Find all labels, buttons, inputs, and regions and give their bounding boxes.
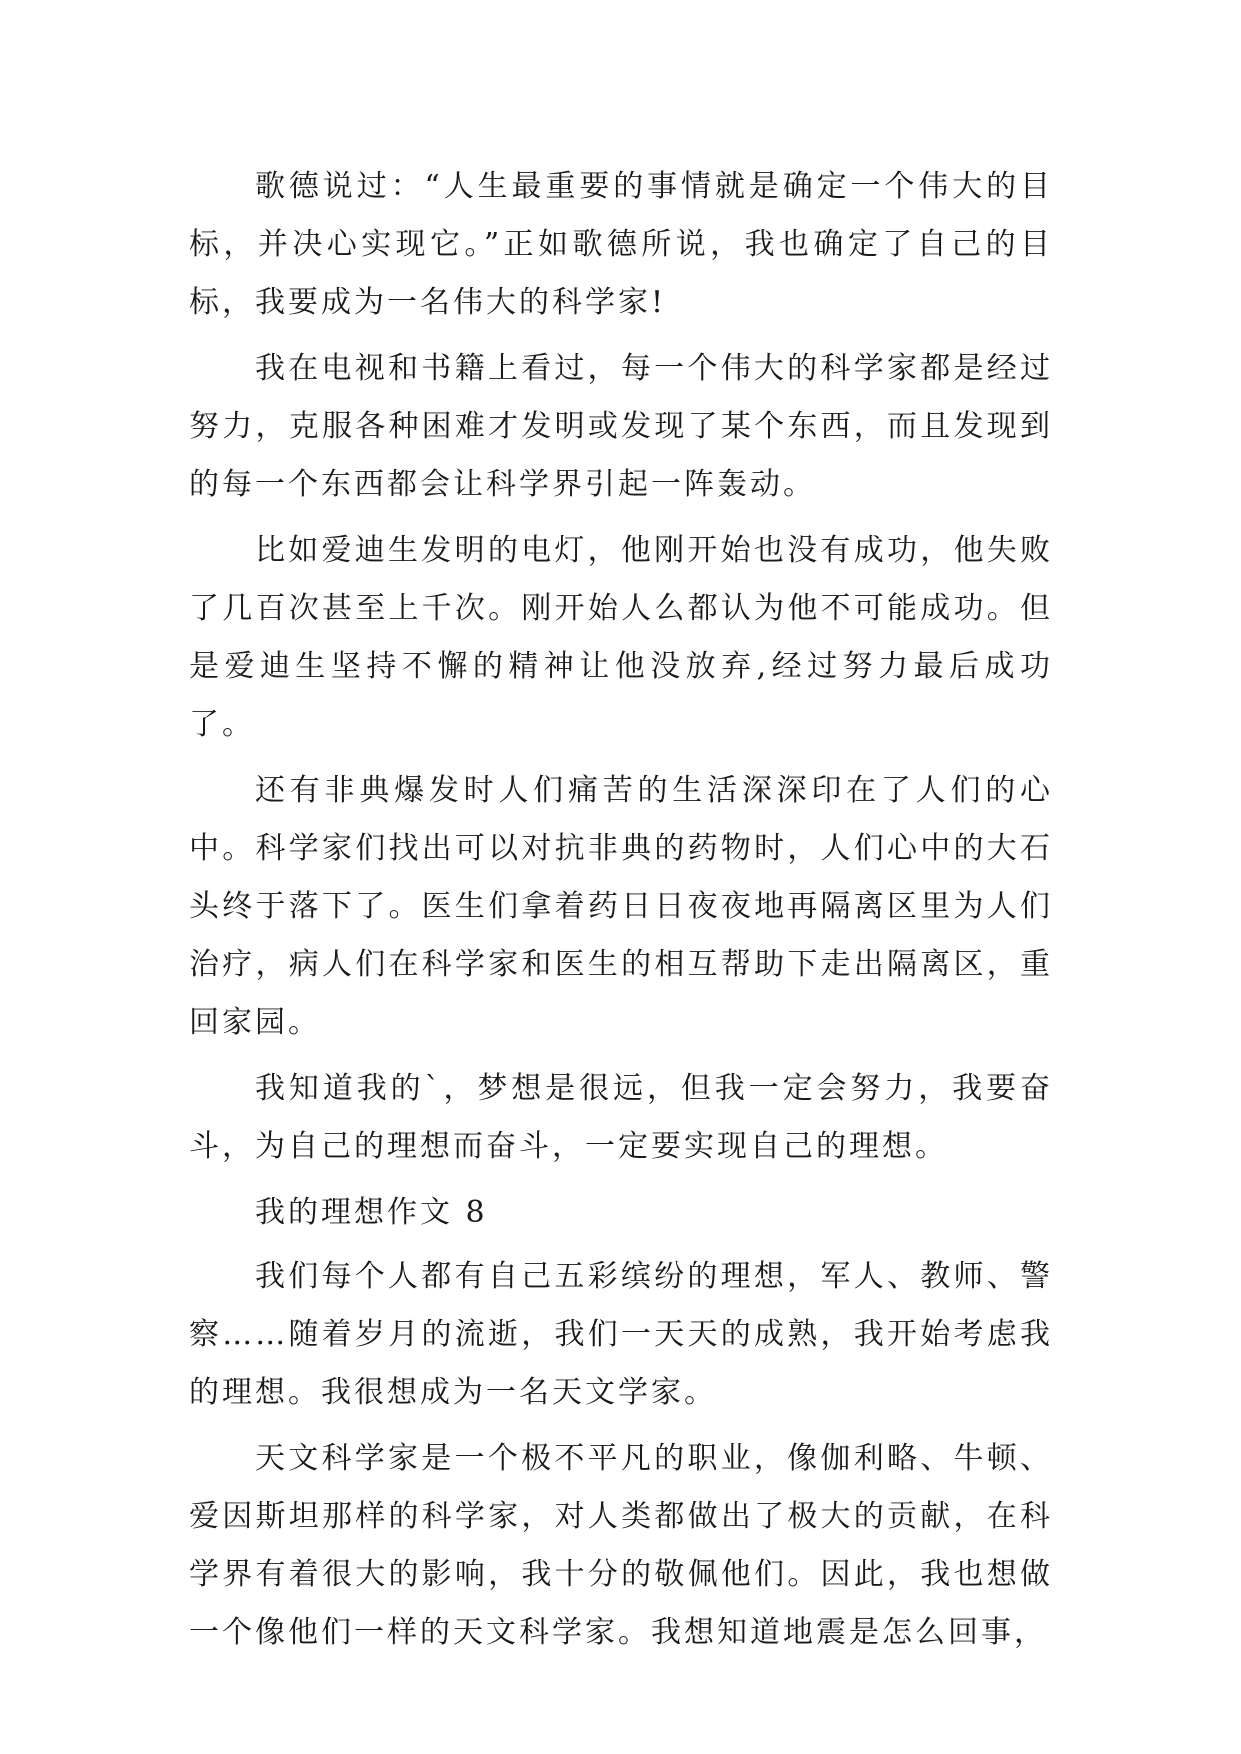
- paragraph-edison: 比如爱迪生发明的电灯，他刚开始也没有成功，他失败了几百次甚至上千次。刚开始人么都认为他不可能成功。但是爱迪生坚持不懈的精神让他没放弃,经过努力最后成功了。: [189, 533, 1053, 742]
- paragraph-sars: 还有非典爆发时人们痛苦的生活深深印在了人们的心中。科学家们找出可以对抗非典的药物时，人们心中的大石头终于落下了。医生们拿着药日日夜夜地再隔离区里为人们治疗，病人们在科学家和医生的相互帮助下走出隔离区，重回家园。: [189, 773, 1053, 1040]
- paragraph-ideals: 我们每个人都有自己五彩缤纷的理想，军人、教师、警察……随着岁月的流逝，我们一天天的成熟，我开始考虑我的理想。我很想成为一名天文学家。: [189, 1259, 1053, 1410]
- paragraph-astronomer: 天文科学家是一个极不平凡的职业，像伽利略、牛顿、爱因斯坦那样的科学家，对人类都做出了极大的贡献，在科学界有着很大的影响，我十分的敬佩他们。因此，我也想做一个像他们一样的天文科学家。我想知道地震是怎么回事，: [189, 1441, 1053, 1650]
- paragraph-scientists-effort: 我在电视和书籍上看过，每一个伟大的科学家都是经过努力，克服各种困难才发明或发现了某个东西，而且发现到的每一个东西都会让科学界引起一阵轰动。: [189, 351, 1053, 502]
- paragraph-goethe-quote: 歌德说过：“人生最重要的事情就是确定一个伟大的目标，并决心实现它。”正如歌德所说，我也确定了自己的目标，我要成为一名伟大的科学家!: [189, 169, 1053, 320]
- document-body: [189, 158, 1053, 1662]
- paragraph-dream-resolve: 我知道我的`，梦想是很远，但我一定会努力，我要奋斗，为自己的理想而奋斗，一定要实现自己的理想。: [189, 1071, 1053, 1164]
- essay-title: 我的理想作文 8: [255, 1195, 488, 1230]
